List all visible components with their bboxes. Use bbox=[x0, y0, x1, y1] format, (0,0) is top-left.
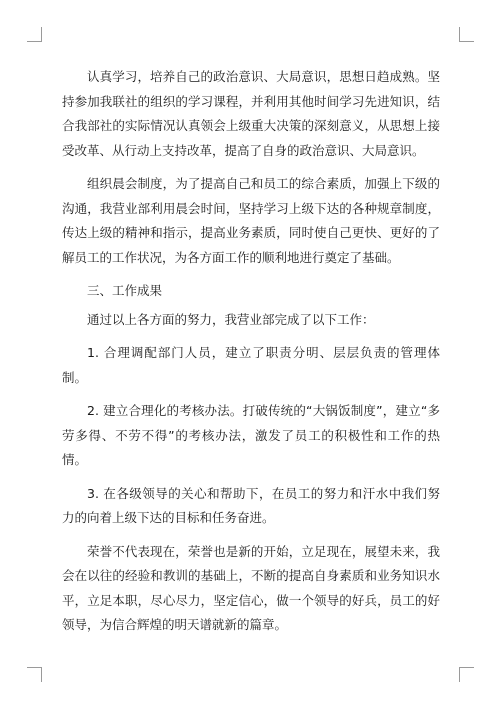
crop-mark-top-left bbox=[27, 27, 42, 42]
crop-mark-bottom-right bbox=[459, 667, 474, 682]
section-heading-results: 三、工作成果 bbox=[87, 283, 163, 298]
crop-mark-bottom-left bbox=[27, 667, 42, 682]
list-item-3: 3. 在各级领导的关心和帮助下，在员工的努力和汗水中我们努力的向着上级下达的目标和任务奋进。 bbox=[62, 485, 440, 525]
paragraph-morning-meeting: 组织晨会制度，为了提高自己和员工的综合素质，加强上下级的沟通，我营业部利用晨会时间，坚持学习上级下达的各种规章制度，传达上级的精神和指示，提高业务素质，同时使自己更快、更好的了解员工的工作状况，为各方面工作的顺利地进行奠定了基础。 bbox=[62, 176, 440, 265]
list-item-2: 2. 建立合理化的考核办法。打破传统的“大锅饭制度”，建立“多劳多得、不劳不得”的考核办法，激发了员工的积极性和工作的热情。 bbox=[62, 403, 440, 467]
document-body bbox=[62, 65, 440, 647]
list-item-1: 1. 合理调配部门人员，建立了职责分明、层层负责的管理体制。 bbox=[62, 345, 440, 385]
crop-mark-top-right bbox=[459, 27, 474, 42]
paragraph-study: 认真学习，培养自己的政治意识、大局意识，思想日趋成熟。坚持参加我联社的组织的学习课程，并利用其他时间学习先进知识，结合我部社的实际情况认真领会上级重大决策的深刻意义，从思想上接受改革、从行动上支持改革，提高了自身的政治意识、大局意识。 bbox=[62, 69, 440, 158]
paragraph-conclusion: 荣誉不代表现在，荣誉也是新的开始，立足现在，展望未来，我会在以往的经验和教训的基础上，不断的提高自身素质和业务知识水平，立足本职，尽心尽力，坚定信心，做一个领导的好兵，员工的好领导，为信合辉煌的明天谱就新的篇章。 bbox=[62, 543, 440, 632]
paragraph-results-intro: 通过以上各方面的努力，我营业部完成了以下工作： bbox=[87, 311, 375, 327]
